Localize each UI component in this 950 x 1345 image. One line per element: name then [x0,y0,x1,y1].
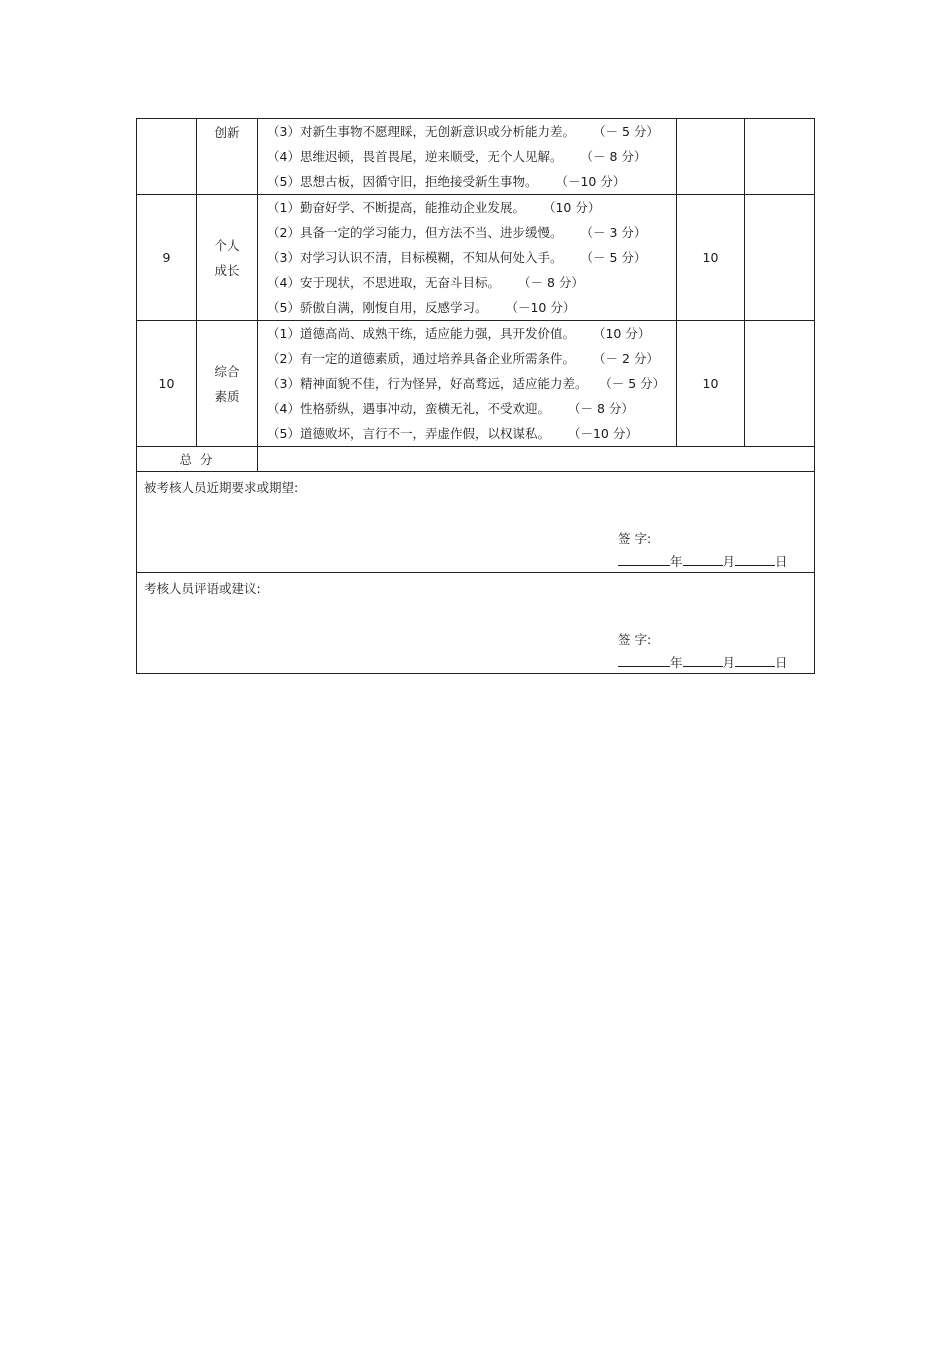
criteria-cell [258,195,677,321]
criterion-line: （2）具备一定的学习能力，但方法不当、进步缓慢。 （－ 3 分） [267,225,647,240]
criterion-line: （3）精神面貌不佳，行为怪异，好高骛远，适应能力差。 （－ 5 分） [267,376,666,391]
comment-row [137,472,815,573]
criteria-cell [258,321,677,447]
criterion-line: （1）勤奋好学、不断提高，能推动企业发展。 （10 分） [267,200,601,215]
signature-label: 签 字: [618,632,652,647]
total-label: 总 分 [137,447,258,472]
table-row [137,321,815,447]
criterion-line: （5）道德败坏，言行不一，弄虚作假，以权谋私。 （－10 分） [267,426,638,441]
month-label: 月 [722,554,736,569]
criterion-line: （4）思维迟顿，畏首畏尾，逆来顺受，无个人见解。 （－ 8 分） [267,149,647,164]
reviewer-comment-title: 考核人员评语或建议: [144,581,261,596]
assessment-table [136,118,815,674]
table-row [137,195,815,321]
signature-label: 签 字: [618,531,652,546]
year-label: 年 [670,554,683,569]
total-value[interactable] [258,447,815,472]
day-blank[interactable] [735,654,775,667]
score-input-cell[interactable] [745,119,815,195]
date-line [618,653,788,671]
criterion-line: （3）对学习认识不清，目标模糊，不知从何处入手。 （－ 5 分） [267,250,647,265]
max-score [677,119,745,195]
criterion-line: （3）对新生事物不愿理睬，无创新意识或分析能力差。 （－ 5 分） [267,124,659,139]
table-row [137,119,815,195]
date-line [618,552,788,570]
criterion-line: （4）安于现状，不思进取，无奋斗目标。 （－ 8 分） [267,275,584,290]
month-blank[interactable] [683,654,723,667]
item-name-cell [197,321,258,447]
day-blank[interactable] [735,553,775,566]
criteria-cell [258,119,677,195]
criterion-line: （1）道德高尚、成熟干练，适应能力强，具开发价值。 （10 分） [267,326,651,341]
item-name: 综合 [214,363,240,379]
year-blank[interactable] [618,553,670,566]
year-label: 年 [670,655,683,670]
month-blank[interactable] [683,553,723,566]
assessment-form [136,118,814,674]
comment-row [137,573,815,674]
max-score: 10 [677,195,745,321]
item-name-cell [197,119,258,195]
item-name: 个人 [214,237,240,253]
expectation-title: 被考核人员近期要求或期望: [144,480,299,495]
criterion-line: （5）思想古板，因循守旧，拒绝接受新生事物。 （－10 分） [267,174,626,189]
month-label: 月 [722,655,736,670]
item-number: 10 [137,321,197,447]
criterion-line: （2）有一定的道德素质，通过培养具备企业所需条件。 （－ 2 分） [267,351,659,366]
criterion-line: （5）骄傲自满，刚愎自用，反感学习。 （－10 分） [267,300,576,315]
item-name: 素质 [214,388,240,404]
item-number [137,119,197,195]
year-blank[interactable] [618,654,670,667]
day-label: 日 [775,554,788,569]
max-score: 10 [677,321,745,447]
day-label: 日 [775,655,788,670]
criterion-line: （4）性格骄纵，遇事冲动，蛮横无礼，不受欢迎。 （－ 8 分） [267,401,634,416]
reviewer-comment-section[interactable] [137,573,815,674]
total-row [137,447,815,472]
score-input-cell[interactable] [745,195,815,321]
expectation-section[interactable] [137,472,815,573]
item-name: 成长 [214,262,240,278]
item-number: 9 [137,195,197,321]
score-input-cell[interactable] [745,321,815,447]
item-name: 创新 [214,125,240,140]
item-name-cell [197,195,258,321]
